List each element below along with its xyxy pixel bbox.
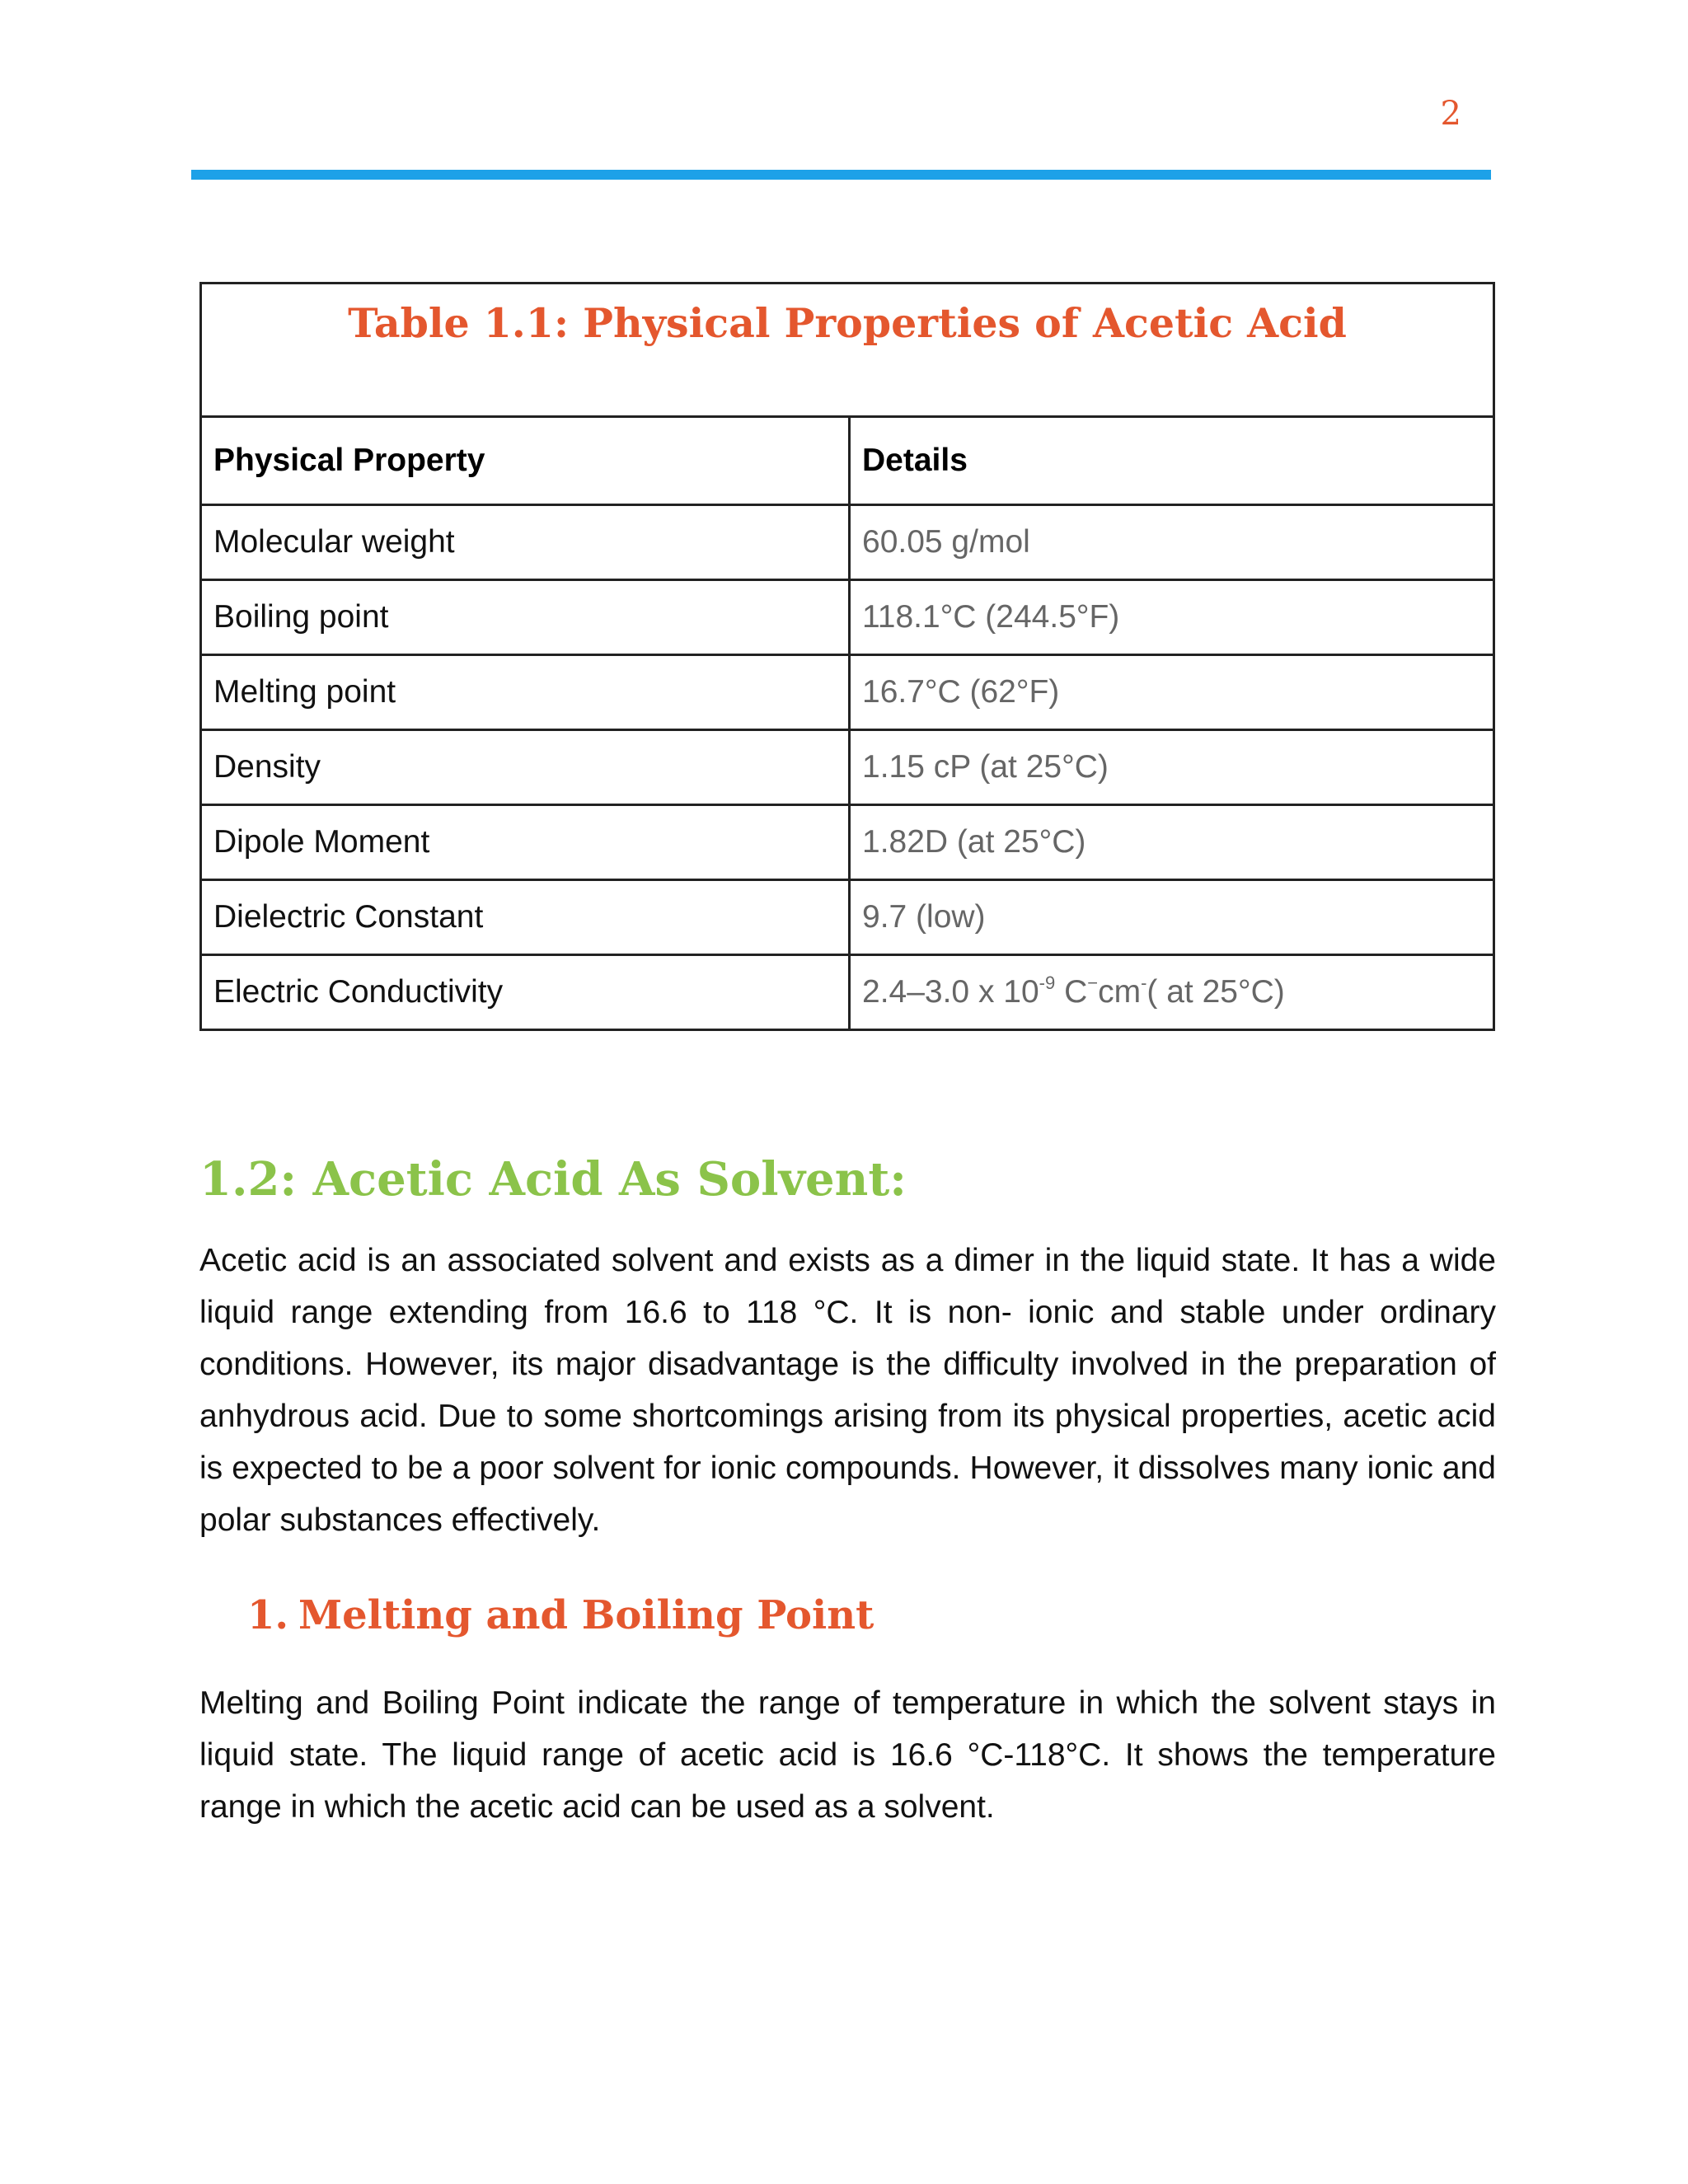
header-rule (191, 170, 1491, 180)
conductivity-exponent: -9 (1039, 972, 1056, 993)
section-paragraph: Acetic acid is an associated solvent and exists as a dimer in the liquid state. It has a wide liquid range extending from 16.6 to 118 °C. It is non- ionic and stable under ordinary conditions. However, its major disadvantage is the difficulty involved in the preparation of anhydrous acid. Due to some shortcomings arising from its physical properties, acetic acid is expected to be a poor solvent for ionic compounds. However, it dissolves many ionic and polar substances effectively. (199, 1243, 1496, 1538)
conductivity-condition: ( at 25°C) (1146, 974, 1285, 1010)
details-cell-conductivity (850, 955, 1494, 1030)
column-header-details: Details (850, 417, 1494, 505)
property-cell: Boiling point (201, 580, 850, 655)
subsection-title: Melting and Boiling Point (298, 1592, 874, 1638)
subsection-paragraph: Melting and Boiling Point indicate the range of temperature in which the solvent stays in liquid state. The liquid range of acetic acid is 16.6 °C-118°C. It shows the temperature range in which the acetic acid can be used as a solvent. (199, 1685, 1496, 1825)
conductivity-unit-c: C (1055, 974, 1088, 1010)
property-cell: Density (201, 730, 850, 805)
conductivity-unit-cm-exponent: - (1141, 972, 1147, 993)
table-caption-row (201, 284, 1494, 417)
column-header-property: Physical Property (201, 417, 850, 505)
properties-table-container (199, 282, 1495, 1031)
subsection-heading (247, 1592, 874, 1640)
details-cell: 9.7 (low) (850, 880, 1494, 955)
page-number: 2 (1440, 95, 1461, 133)
property-cell: Molecular weight (201, 505, 850, 580)
property-cell: Dipole Moment (201, 805, 850, 880)
table-caption: Table 1.1: Physical Properties of Acetic Acid (201, 284, 1494, 417)
table-row (201, 580, 1494, 655)
table-row (201, 955, 1494, 1030)
table-header-row (201, 417, 1494, 505)
table-row (201, 880, 1494, 955)
table-row (201, 805, 1494, 880)
details-cell: 1.15 cP (at 25°C) (850, 730, 1494, 805)
subsection-number: 1. (247, 1592, 289, 1638)
section-title: 1.2: Acetic Acid As Solvent: (199, 1152, 907, 1207)
details-cell: 60.05 g/mol (850, 505, 1494, 580)
details-cell: 16.7°C (62°F) (850, 655, 1494, 730)
conductivity-unit-cm: cm (1098, 974, 1142, 1010)
conductivity-unit-c-exponent: − (1087, 972, 1099, 993)
property-cell: Dielectric Constant (201, 880, 850, 955)
details-cell: 1.82D (at 25°C) (850, 805, 1494, 880)
properties-table (199, 282, 1495, 1031)
property-cell: Electric Conductivity (201, 955, 850, 1030)
details-cell: 118.1°C (244.5°F) (850, 580, 1494, 655)
table-row (201, 505, 1494, 580)
table-row (201, 730, 1494, 805)
conductivity-value: 2.4–3.0 x 10 (862, 974, 1039, 1010)
table-row (201, 655, 1494, 730)
property-cell: Melting point (201, 655, 850, 730)
